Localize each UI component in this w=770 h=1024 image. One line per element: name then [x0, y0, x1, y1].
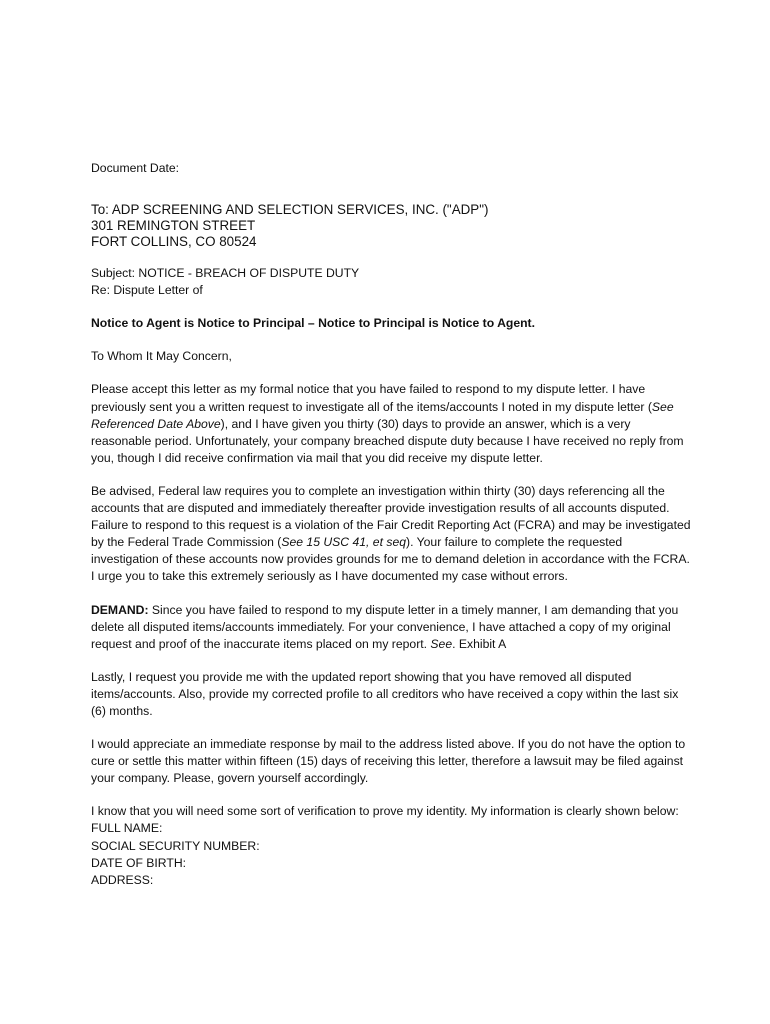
paragraph-federal-law [91, 483, 691, 586]
identity-fields [91, 820, 691, 888]
subject-block [91, 265, 691, 299]
para1-italic-reference: See Referenced Date Above [91, 399, 674, 431]
paragraph-demand [91, 602, 691, 653]
para2-italic-citation: See 15 USC 41, et seq [281, 535, 407, 550]
field-ssn: SOCIAL SECURITY NUMBER: [91, 838, 260, 853]
para3-text-1: Since you have failed to respond to my dispute letter in a timely manner, I am demanding that you delete all disputed items/accounts immediately. For your convenience, I have attached a copy of my original request and proof of the inaccurate items placed on my report. [91, 602, 679, 651]
salutation: To Whom It May Concern, [91, 349, 232, 364]
re-line: Re: Dispute Letter of [91, 283, 203, 298]
recipient-address [91, 202, 691, 250]
field-date-of-birth: DATE OF BIRTH: [91, 855, 187, 870]
paragraph-failed-to-respond [91, 381, 691, 466]
para3-italic-see: See [430, 636, 453, 651]
paragraph-updated-report: Lastly, I request you provide me with the updated report showing that you have removed all disputed items/accounts. Also, provide my corrected profile to all creditors who have received a copy within the last six (6) months. [91, 669, 679, 718]
recipient-to-line: To: ADP SCREENING AND SELECTION SERVICES, INC. ("ADP") [91, 202, 489, 218]
para1-text-1: Please accept this letter as my formal notice that you have failed to respond to my dispute letter. I have previously sent you a written request to investigate all of the items/accounts I noted in my dispute letter ( [91, 382, 652, 414]
notice-heading: Notice to Agent is Notice to Principal – Notice to Principal is Notice to Agent. [91, 316, 535, 331]
field-address: ADDRESS: [91, 872, 154, 887]
recipient-city-line: FORT COLLINS, CO 80524 [91, 234, 257, 250]
subject-line: Subject: NOTICE - BREACH OF DISPUTE DUTY [91, 266, 360, 281]
document-date-label: Document Date: [91, 161, 180, 175]
field-full-name: FULL NAME: [91, 821, 163, 836]
paragraph-response-request: I would appreciate an immediate response by mail to the address listed above. If you do not have the option to cure or settle this matter within fifteen (15) days of receiving this letter, therefore a lawsuit may be filed against your company. Please, govern yourself accordingly. [91, 737, 686, 786]
para2-text-2: ). Your failure to complete the requested investigation of these accounts now provides grounds for me to demand deletion in accordance with the FCRA. I urge you to take this extremely seriously as I have documented my case without errors. [91, 535, 690, 584]
demand-label: DEMAND: [91, 602, 149, 617]
para2-text-1: Be advised, Federal law requires you to complete an investigation within thirty (30) days referencing all the accounts that are disputed and immediately thereafter provide investigation results of all accounts disputed. Failure to respond to this request is a violation of the Fair Credit Reporting Act (FCRA) and may be investigated by the Federal Trade Commission ( [91, 483, 691, 550]
letter-page [91, 160, 691, 889]
recipient-street: 301 REMINGTON STREET [91, 218, 256, 234]
para3-text-2: . Exhibit A [452, 636, 507, 651]
para1-text-2: ), and I have given you thirty (30) days to provide an answer, which is a very reasonable period. Unfortunately, your company breached dispute duty because I have received no reply from you, though I did receive confirmation via mail that you did receive my dispute letter. [91, 416, 684, 465]
paragraph-verification: I know that you will need some sort of verification to prove my identity. My information is clearly shown below: [91, 804, 679, 819]
